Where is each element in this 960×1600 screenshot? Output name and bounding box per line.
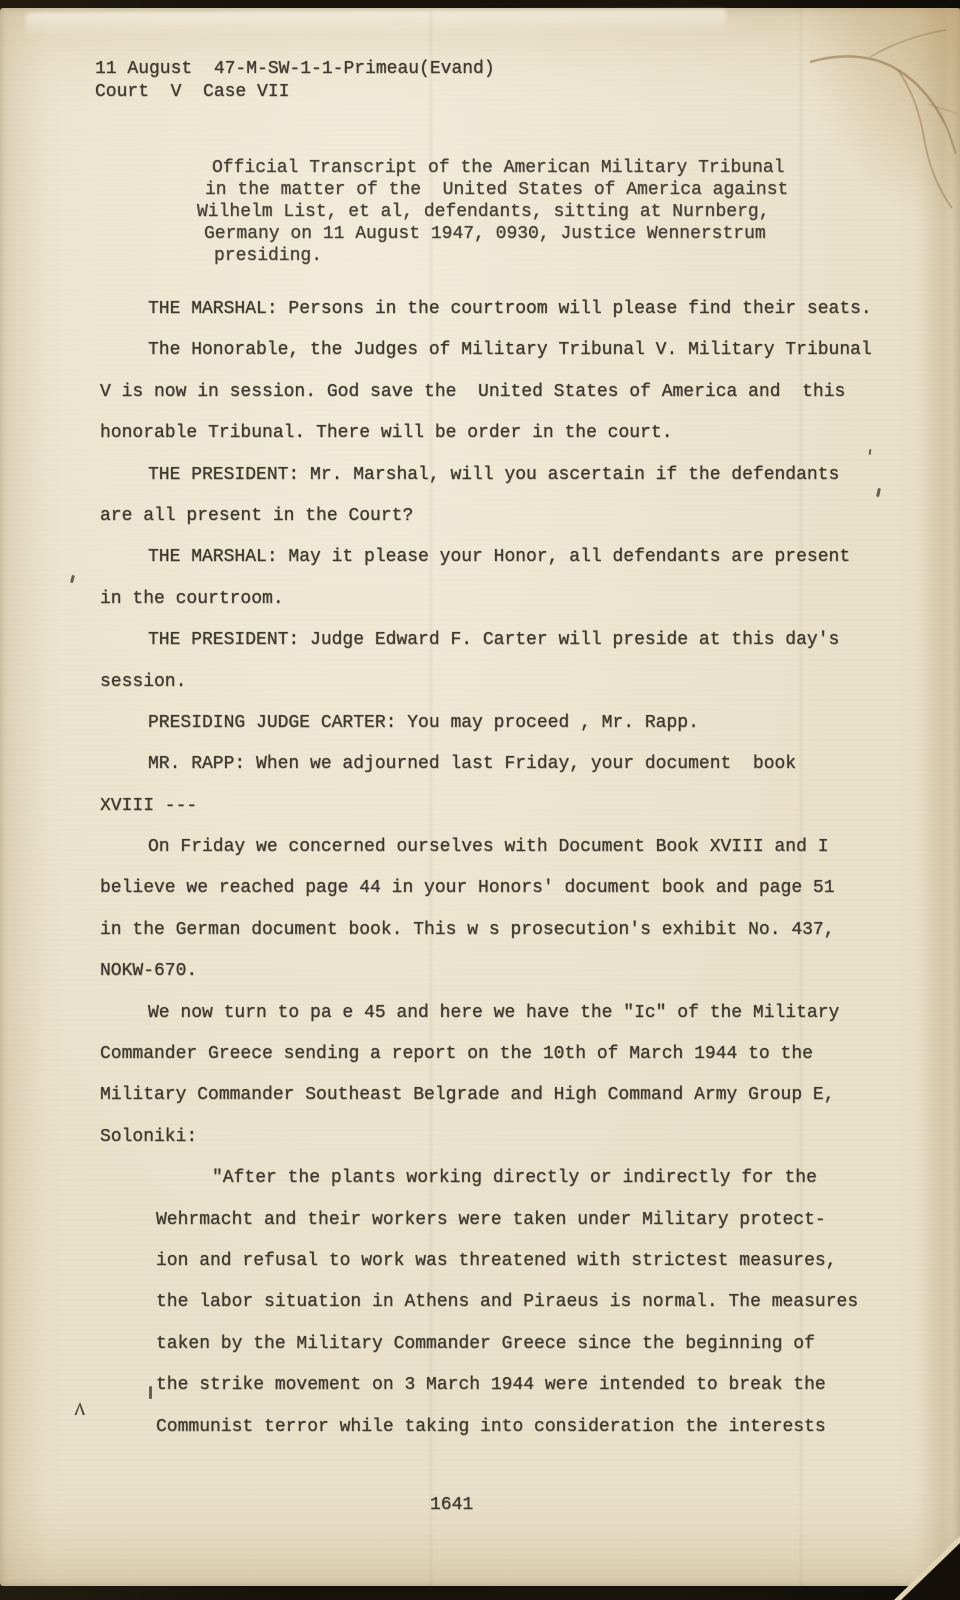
transcript-line: in the courtroom. (100, 588, 284, 609)
transcript-line: MR. RAPP: When we adjourned last Friday, your document book (148, 754, 797, 775)
header-reference-line: 11 August 47-M-SW-1-1-Primeau(Evand) (95, 59, 495, 79)
stray-ink-mark (149, 1386, 152, 1399)
transcript-line: NOKW-670. (100, 961, 198, 982)
caption-line: Wilhelm List, et al, defendants, sitting at Nurnberg, (197, 202, 770, 222)
transcript-line: On Friday we concerned ourselves with Document Book XVIII and I (148, 837, 829, 858)
caption-line: presiding. (214, 246, 323, 266)
margin-caret-mark (74, 1402, 85, 1415)
transcript-line: The Honorable, the Judges of Military Tribunal V. Military Tribunal (148, 340, 872, 361)
quoted-report-line: the labor situation in Athens and Piraeus is normal. The measures (156, 1292, 859, 1313)
transcript-line: are all present in the Court? (100, 505, 414, 526)
header-court-case-line: Court V Case VII (95, 82, 290, 102)
transcript-line: We now turn to pa e 45 and here we have the "Ic" of the Military (148, 1002, 840, 1023)
quoted-report-line: Communist terror while taking into consideration the interests (156, 1416, 826, 1437)
quoted-report-line: Wehrmacht and their workers were taken under Military protect- (156, 1209, 826, 1230)
tear-crease-lines (810, 8, 960, 218)
caption-line: Official Transcript of the American Military Tribunal (212, 158, 785, 178)
transcript-line: Soloniki: (100, 1126, 198, 1147)
page-number: 1641 (430, 1495, 474, 1515)
underlying-page-edge (26, 9, 726, 37)
document-header (95, 58, 495, 104)
quoted-report-line: ion and refusal to work was threatened with strictest measures, (156, 1250, 837, 1271)
transcript-line: Military Commander Southeast Belgrade and High Command Army Group E, (100, 1085, 835, 1106)
transcript-line: honorable Tribunal. There will be order in the court. (100, 423, 673, 444)
quoted-report-line: "After the plants working directly or indirectly for the (212, 1168, 817, 1189)
transcript-line: believe we reached page 44 in your Honors' document book and page 51 (100, 878, 835, 899)
transcript-line: V is now in session. God save the United States of America and this (100, 381, 846, 402)
stray-ink-mark (70, 575, 75, 583)
transcript-body (100, 289, 872, 1448)
caption-line: Germany on 11 August 1947, 0930, Justice Wennerstrum (204, 224, 766, 244)
transcript-line: session. (100, 671, 187, 692)
transcript-line: THE PRESIDENT: Judge Edward F. Carter will preside at this day's (148, 630, 840, 651)
transcript-line: THE PRESIDENT: Mr. Marshal, will you ascertain if the defendants (148, 464, 840, 485)
transcript-line: XVIII --- (100, 795, 198, 816)
transcript-caption (197, 157, 788, 267)
stray-ink-mark (876, 488, 881, 497)
transcript-line: THE MARSHAL: Persons in the courtroom will please find their seats. (148, 299, 872, 319)
transcript-line: PRESIDING JUDGE CARTER: You may proceed , Mr. Rapp. (148, 712, 699, 733)
transcript-line: Commander Greece sending a report on the 10th of March 1944 to the (100, 1044, 813, 1065)
transcript-line: in the German document book. This w s prosecution's exhibit No. 437, (100, 919, 835, 940)
quoted-report-line: the strike movement on 3 March 1944 were intended to break the (156, 1375, 826, 1396)
caption-line: in the matter of the United States of America against (205, 180, 789, 200)
paper-sheet (0, 8, 960, 1586)
transcript-line: THE MARSHAL: May it please your Honor, all defendants are present (148, 547, 851, 568)
right-edge-shading (922, 8, 946, 1586)
quoted-report-line: taken by the Military Commander Greece since the beginning of (156, 1333, 815, 1354)
